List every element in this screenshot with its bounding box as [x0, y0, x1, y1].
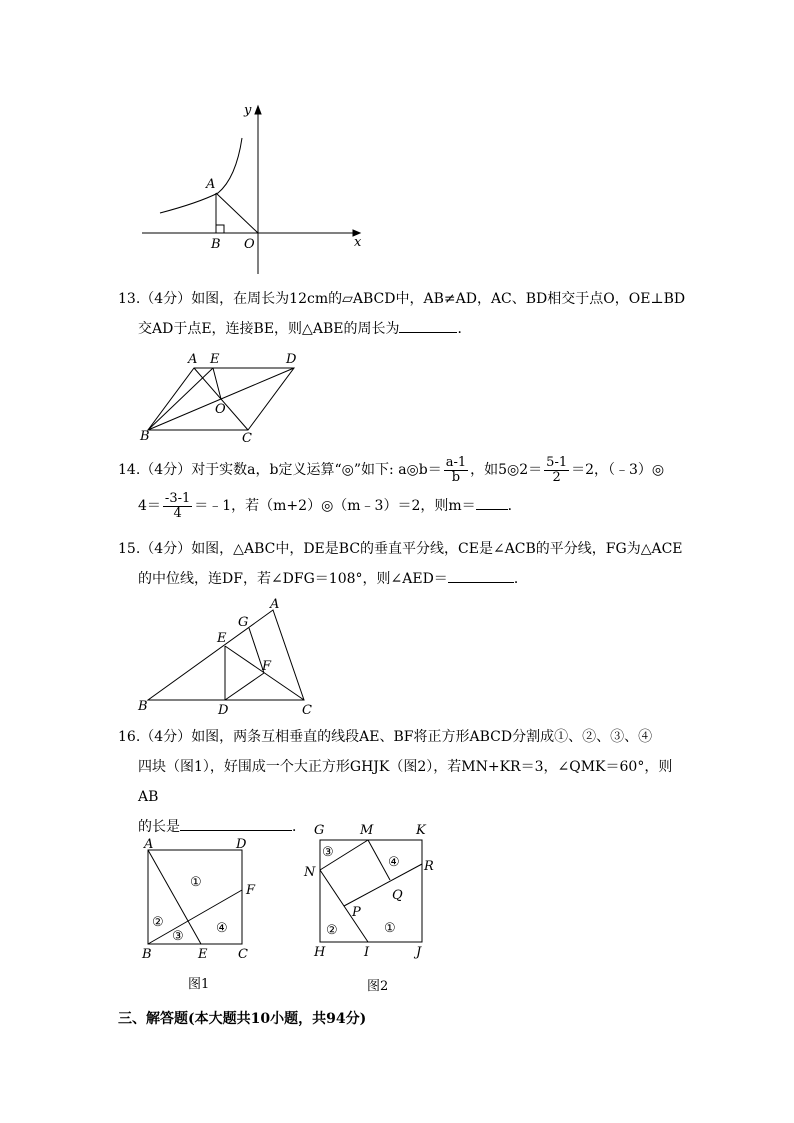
label-x: x — [354, 235, 362, 250]
q16-text3: 的长是 — [138, 819, 180, 835]
question-15 — [118, 534, 688, 594]
label-A: A — [144, 837, 154, 852]
label-F: F — [246, 883, 256, 898]
q14-fraction-3 — [163, 492, 192, 521]
q16-end: ． — [292, 819, 306, 835]
q13-number: 13. — [118, 291, 141, 307]
label-B: B — [211, 237, 221, 252]
section-3-heading: 三、解答题(本大题共10小题，共94分) — [118, 1011, 367, 1027]
q15-text1: 如图，△ABC中，DE是BC的垂直平分线，CE是∠ACB的平分线，FG为△ACE — [191, 541, 683, 557]
q12-figure — [138, 98, 368, 278]
label-G: G — [314, 823, 325, 838]
q16-answer-blank[interactable] — [180, 814, 292, 831]
label-N: N — [304, 865, 316, 880]
q16-figure-2-caption: 图2 — [367, 979, 389, 994]
q14-frac3-den: 4 — [173, 505, 182, 521]
q15-line2 — [118, 564, 688, 594]
q14-frac3-num: -3-1 — [164, 490, 191, 506]
q16-text1: 如图，两条互相垂直的线段AE、BF将正方形ABCD分割成①、②、③、④ — [191, 729, 653, 745]
question-13 — [118, 284, 688, 344]
question-14 — [118, 452, 688, 524]
region-3: ③ — [172, 929, 184, 944]
label-y: y — [244, 103, 252, 118]
label-E: E — [217, 631, 227, 646]
label-M: M — [360, 823, 374, 838]
q14-frac2-num: 5-1 — [546, 454, 568, 470]
q13-end: ． — [457, 321, 472, 337]
q14-answer-blank[interactable] — [476, 493, 508, 510]
q14-text2: ，如5◎2＝ — [470, 462, 543, 478]
q15-number: 15. — [118, 541, 141, 557]
label-O: O — [244, 237, 255, 252]
label-G: G — [238, 615, 249, 630]
q14-frac1-den: b — [451, 469, 461, 485]
region-4: ④ — [216, 921, 228, 936]
q13-answer-blank[interactable] — [399, 316, 457, 333]
q16-line1 — [118, 722, 688, 752]
q14-end: ． — [507, 498, 522, 514]
q15-text2: 的中位线，连DF，若∠DFG＝108°，则∠AED＝ — [138, 571, 448, 587]
segment-DF — [225, 673, 264, 700]
q14-number: 14. — [118, 462, 141, 478]
q14-frac1-num: a-1 — [445, 454, 467, 470]
segment-AO — [216, 193, 258, 233]
q16-figure-1 — [138, 834, 268, 960]
q14-text3: ＝2，（﹣3）◎ — [571, 462, 665, 478]
q14-frac2-den: 2 — [552, 469, 561, 485]
label-H: H — [314, 945, 326, 960]
q14-text5: ＝﹣1，若（m+2）◎（m﹣3）＝2，则m＝ — [194, 498, 476, 514]
q15-line1 — [118, 534, 688, 564]
q13-score: （4分） — [140, 291, 192, 307]
q16-line2 — [118, 752, 688, 812]
y-axis-arrow — [255, 106, 261, 114]
region-2: ② — [326, 923, 338, 938]
label-B: B — [138, 699, 148, 714]
q13-line1 — [118, 284, 688, 314]
label-P: P — [352, 905, 361, 920]
q14-fraction-1 — [444, 456, 468, 485]
label-A: A — [206, 177, 216, 192]
label-D: D — [218, 703, 229, 716]
right-angle-mark — [216, 225, 224, 233]
region-1: ① — [190, 875, 202, 890]
q13-line2 — [118, 314, 688, 344]
segment-MQ — [368, 840, 390, 880]
label-B: B — [142, 947, 152, 960]
label-J: J — [416, 945, 422, 960]
q15-end: ． — [513, 571, 528, 587]
region-3: ③ — [322, 845, 334, 860]
label-A: A — [188, 352, 198, 367]
label-D: D — [236, 837, 247, 852]
label-O: O — [215, 402, 226, 417]
triangle-ABC — [148, 610, 304, 700]
q13-text2: 交AD于点E，连接BE，则△ABE的周长为 — [138, 321, 400, 337]
label-B: B — [140, 429, 150, 444]
label-C: C — [242, 431, 252, 445]
region-1: ① — [384, 921, 396, 936]
q16-figure-1-caption: 图1 — [188, 977, 210, 992]
label-Q: Q — [392, 888, 403, 903]
label-E: E — [210, 352, 220, 367]
q14-line2 — [118, 488, 688, 524]
label-F: F — [262, 659, 272, 674]
q15-answer-blank[interactable] — [448, 566, 514, 583]
q14-score: （4分） — [140, 462, 192, 478]
region-2: ② — [152, 915, 164, 930]
label-C: C — [302, 703, 312, 716]
label-A: A — [270, 597, 280, 612]
q16-score: （4分） — [140, 729, 192, 745]
label-K: K — [416, 823, 426, 838]
q14-line1 — [118, 452, 688, 488]
segment-PR — [344, 864, 422, 906]
label-E: E — [198, 947, 208, 960]
q13-figure — [136, 350, 306, 445]
q16-figure-2 — [300, 820, 440, 962]
label-I: I — [364, 945, 370, 960]
q16-number: 16. — [118, 729, 141, 745]
label-D: D — [286, 352, 297, 367]
q14-text4: 4＝ — [138, 498, 161, 514]
q14-fraction-2 — [544, 456, 569, 485]
hyperbola-curve — [160, 138, 242, 213]
segment-BE — [148, 368, 213, 430]
q13-text1: 如图，在周长为12cm的▱ABCD中，AB≠AD，AC、BD相交于点O，OE⊥BD — [191, 291, 686, 307]
label-R: R — [424, 859, 434, 874]
q15-score: （4分） — [140, 541, 192, 557]
label-C: C — [238, 947, 248, 960]
q15-figure — [134, 596, 324, 716]
region-4: ④ — [388, 855, 400, 870]
q14-text1: 对于实数a，b定义运算“◎”如下: a◎b＝ — [191, 462, 442, 478]
q16-text2: 四块（图1），好围成一个大正方形GHJK（图2），若MN+KR＝3，∠QMK＝60°，则AB — [138, 759, 673, 805]
